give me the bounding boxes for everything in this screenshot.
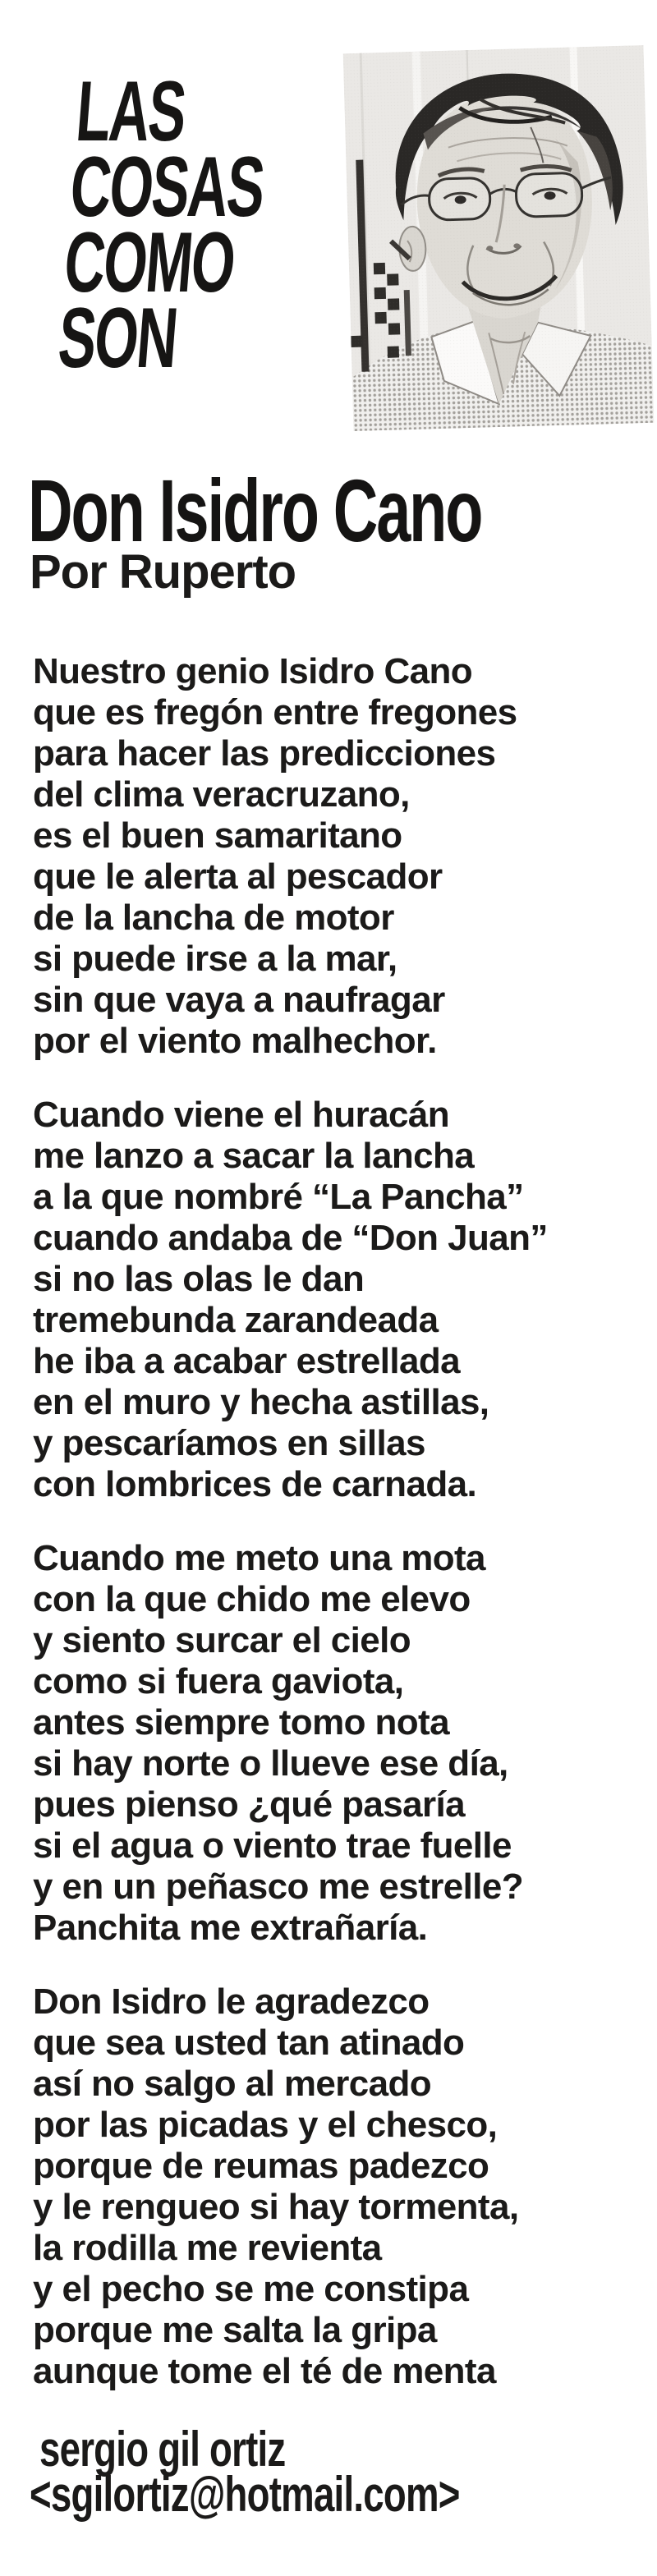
poem-line: Nuestro genio Isidro Cano: [33, 651, 473, 691]
masthead-line: SON: [55, 291, 181, 386]
poem-line: con la que chido me elevo: [33, 1579, 471, 1619]
poem-line: he iba a acabar estrellada: [33, 1341, 461, 1381]
poem-line: de la lancha de motor: [33, 898, 394, 938]
poem-line: es el buen samaritano: [33, 815, 402, 856]
masthead-line: COSAS: [67, 140, 267, 235]
poem-line: por el viento malhechor.: [33, 1021, 437, 1061]
poem-line: Panchita me extrañaría.: [33, 1908, 428, 1948]
poem-line: si el agua o viento trae fuelle: [33, 1825, 512, 1866]
poem-line: si no las olas le dan: [33, 1259, 365, 1299]
poem-line: que sea usted tan atinado: [33, 2023, 465, 2063]
poem-line: a la que nombré “La Pancha”: [33, 1177, 524, 1217]
poem-line: del clima veracruzano,: [33, 774, 410, 815]
poem-line: y siento surcar el cielo: [33, 1620, 411, 1660]
poem-line: para hacer las predicciones: [33, 733, 496, 774]
poem-line: porque de reumas padezco: [33, 2146, 489, 2186]
poem-line: sin que vaya a naufragar: [33, 980, 445, 1020]
poem-line: Cuando me meto una mota: [33, 1538, 485, 1578]
author-email: <sgilortiz@hotmail.com>: [30, 2467, 460, 2522]
poem-line: porque me salta la gripa: [33, 2310, 437, 2350]
masthead-line: LAS: [72, 64, 189, 159]
poem-body: [33, 651, 548, 2425]
poem-line: y en un peñasco me estrelle?: [33, 1867, 523, 1907]
masthead: [55, 64, 272, 386]
poem-line: antes siempre tomo nota: [33, 1702, 449, 1743]
poem-line: así no salgo al mercado: [33, 2064, 432, 2104]
poem-line: que es fregón entre fregones: [33, 692, 517, 732]
article-title: Don Isidro Cano: [28, 461, 482, 560]
poem-line: por las picadas y el chesco,: [33, 2105, 498, 2145]
article-byline: Por Ruperto: [30, 545, 296, 599]
poem-stanza-2: [33, 1095, 548, 1505]
poem-line: cuando andaba de “Don Juan”: [33, 1218, 548, 1258]
poem-line: tremebunda zarandeada: [33, 1300, 439, 1340]
poem-line: como si fuera gaviota,: [33, 1661, 404, 1701]
poem-stanza-4: [33, 1981, 548, 2392]
poem-line: aunque tome el té de menta: [33, 2351, 496, 2391]
author-signature: sergio gil ortiz: [39, 2422, 286, 2477]
poem-line: Don Isidro le agradezco: [33, 1981, 430, 2022]
poem-line: con lombrices de carnada.: [33, 1464, 477, 1504]
poem-stanza-1: [33, 651, 548, 1062]
poem-line: Cuando viene el huracán: [33, 1095, 450, 1135]
poem-line: y le rengueo si hay tormenta,: [33, 2187, 519, 2227]
poem-line: me lanzo a sacar la lancha: [33, 1136, 475, 1176]
portrait-photo: [343, 45, 655, 431]
masthead-line: COMO: [61, 215, 238, 310]
poem-line: y pescaríamos en sillas: [33, 1423, 425, 1463]
poem-line: pues pienso ¿qué pasaría: [33, 1784, 465, 1825]
poem-line: y el pecho se me constipa: [33, 2269, 469, 2309]
poem-line: si hay norte o llueve ese día,: [33, 1743, 508, 1784]
poem-line: si puede irse a la mar,: [33, 939, 397, 979]
portrait-photo-illustration: [343, 45, 655, 431]
poem-line: que le alerta al pescador: [33, 856, 443, 897]
poem-stanza-3: [33, 1538, 548, 1949]
poem-line: la rodilla me revienta: [33, 2228, 382, 2268]
poem-line: en el muro y hecha astillas,: [33, 1382, 489, 1422]
